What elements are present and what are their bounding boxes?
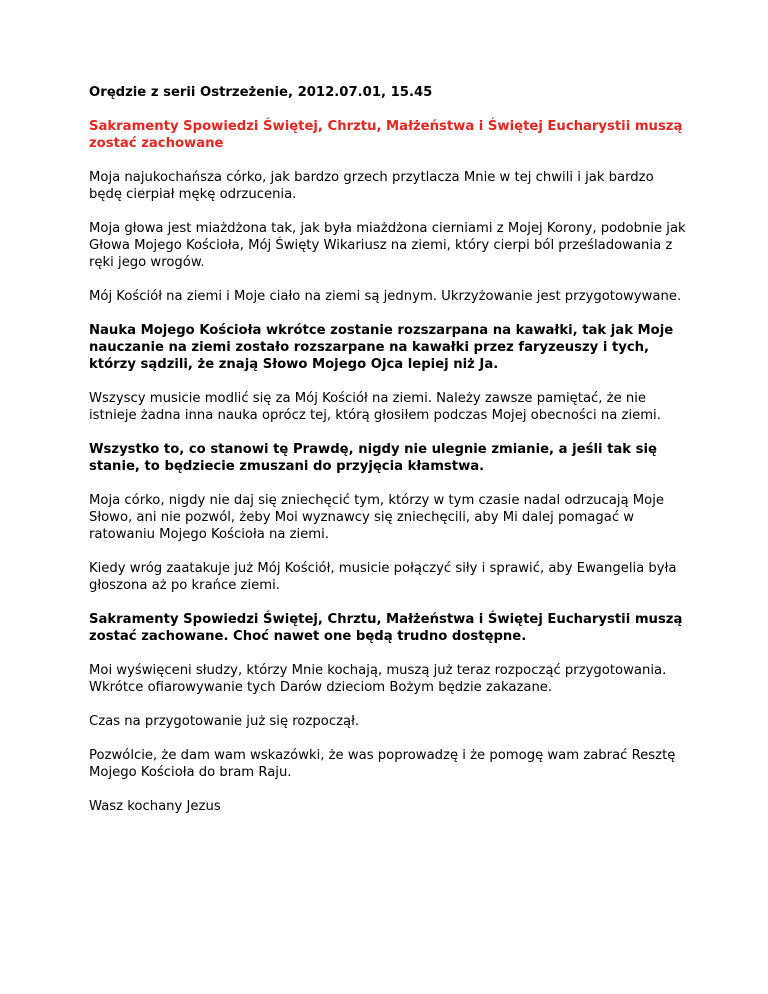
paragraph-11: Czas na przygotowanie już się rozpoczął. bbox=[89, 714, 360, 729]
paragraph-5: Wszyscy musicie modlić się za Mój Kościół na ziemi. Należy zawsze pamiętać, że nie istnieje żadna inna nauka oprócz tej, którą głosiłem podczas Mojej obecności na ziemi. bbox=[89, 391, 661, 423]
paragraph-6: Wszystko to, co stanowi tę Prawdę, nigdy nie ulegnie zmianie, a jeśli tak się stanie, to będziecie zmuszani do przyjęcia kłamstwa. bbox=[89, 442, 657, 474]
paragraph-9: Sakramenty Spowiedzi Świętej, Chrztu, Małżeństwa i Świętej Eucharystii muszą zostać zachowane. Choć nawet one będą trudno dostępne. bbox=[89, 612, 683, 644]
paragraph-7: Moja córko, nigdy nie daj się zniechęcić tym, którzy w tym czasie nadal odrzucają Moje Słowo, ani nie pozwól, żeby Moi wyznawcy się zniechęcili, aby Mi dalej pomagać w ratowaniu Mojego Kościoła na ziemi. bbox=[89, 493, 665, 542]
signature: Wasz kochany Jezus bbox=[89, 799, 221, 814]
paragraph-10: Moi wyświęceni słudzy, którzy Mnie kochają, muszą już teraz rozpocząć przygotowania. Wkrótce ofiarowywanie tych Darów dzieciom Bożym będzie zakazane. bbox=[89, 663, 667, 695]
paragraph-1: Moja najukochańsza córko, jak bardzo grzech przytlacza Mnie w tej chwili i jak bardzo będę cierpiał mękę odrzucenia. bbox=[89, 170, 654, 202]
paragraph-12: Pozwólcie, że dam wam wskazówki, że was poprowadzę i że pomogę wam zabrać Resztę Mojego Kościoła do bram Raju. bbox=[89, 748, 676, 780]
document-title: Sakramenty Spowiedzi Świętej, Chrztu, Małżeństwa i Świętej Eucharystii muszą zostać zachowane bbox=[89, 119, 683, 151]
document-heading: Orędzie z serii Ostrzeżenie, 2012.07.01, 15.45 bbox=[89, 85, 433, 100]
paragraph-4: Nauka Mojego Kościoła wkrótce zostanie rozszarpana na kawałki, tak jak Moje nauczanie na ziemi zostało rozszarpane na kawałki przez faryzeuszy i tych, którzy sądzili, że znają Słowo Mojego Ojca lepiej niż Ja. bbox=[89, 323, 674, 372]
paragraph-8: Kiedy wróg zaatakuje już Mój Kościół, musicie połączyć siły i sprawić, aby Ewangelia była głoszona aż po krańce ziemi. bbox=[89, 561, 677, 593]
paragraph-3: Mój Kościół na ziemi i Moje ciało na ziemi są jednym. Ukrzyżowanie jest przygotowywane. bbox=[89, 289, 682, 304]
document-page bbox=[89, 84, 689, 832]
paragraph-2: Moja głowa jest miażdżona tak, jak była miażdżona cierniami z Mojej Korony, podobnie jak Głowa Mojego Kościoła, Mój Święty Wikariusz na ziemi, który cierpi ból prześladowania z ręki jego wrogów. bbox=[89, 221, 686, 270]
